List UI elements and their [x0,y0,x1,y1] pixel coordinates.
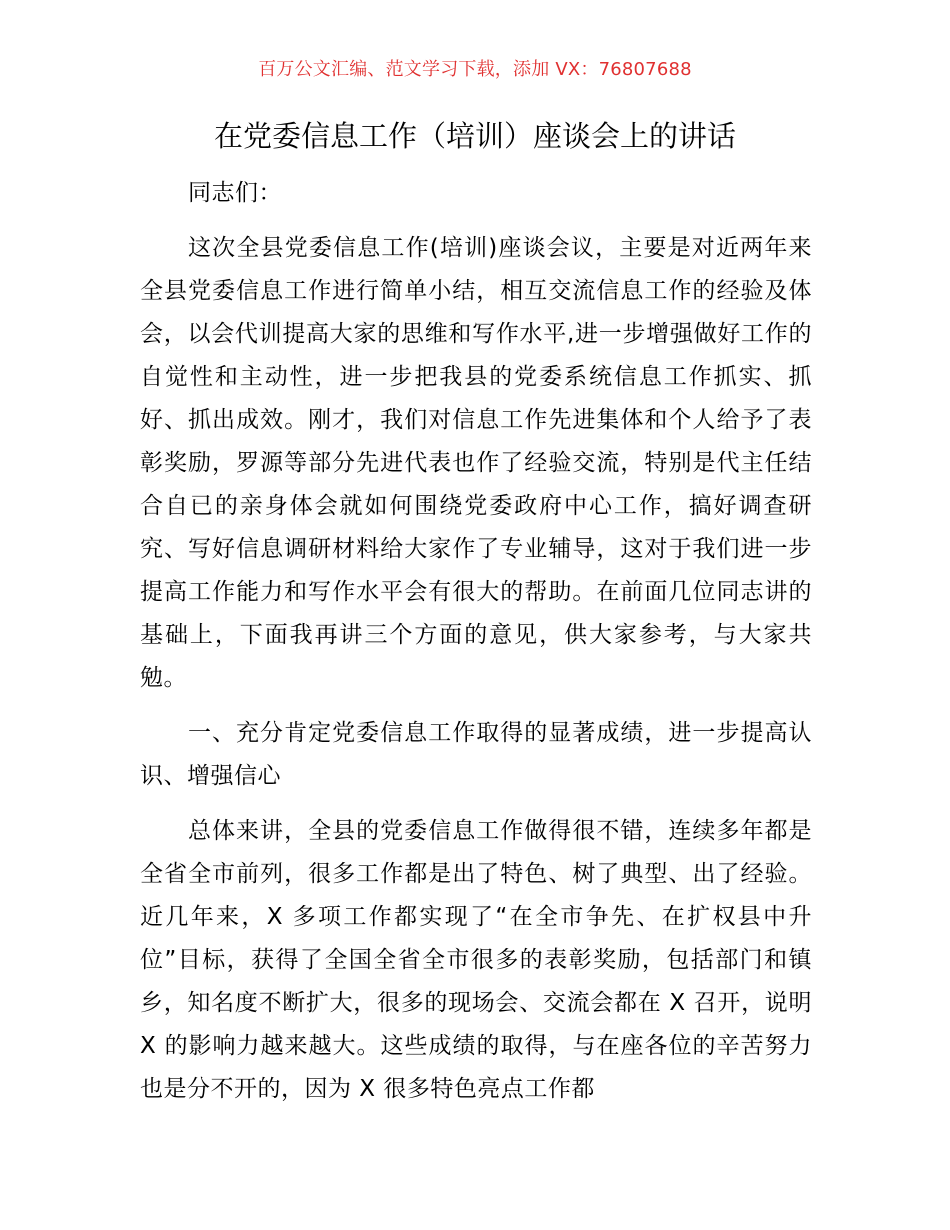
salutation: 同志们： [188,180,282,206]
document-title: 在党委信息工作（培训）座谈会上的讲话 [213,119,736,153]
section-heading-1: 一、充分肯定党委信息工作取得的显著成绩，进一步提高认识、增强信心 [140,720,812,789]
document-body [140,172,812,1123]
paragraph-section-1: 总体来讲，全县的党委信息工作做得很不错，连续多年都是全省全市前列，很多工作都是出了特色、树了典型、出了经验。近几年来，X 多项工作都实现了“在全市争先、在扩权县中升位”目标，获得了全国全省全市很多的表彰奖励，包括部门和镇乡，知名度不断扩大，很多的现场会、交流会都在 X 召开，说明 X 的影响力越来越大。这些成绩的取得，与在座各位的辛苦努力也是分不开的，因为 X 很多特色亮点工作都 [140,818,812,1102]
paragraph-intro: 这次全县党委信息工作(培训)座谈会议，主要是对近两年来全县党委信息工作进行简单小结，相互交流信息工作的经验及体会，以会代训提高大家的思维和写作水平,进一步增强做好工作的自觉性和主动性，进一步把我县的党委系统信息工作抓实、抓好、抓出成效。刚才，我们对信息工作先进集体和个人给予了表彰奖励，罗源等部分先进代表也作了经验交流，特别是代主任结合自已的亲身体会就如何围绕党委政府中心工作，搞好调查研究、写好信息调研材料给大家作了专业辅导，这对于我们进一步提高工作能力和写作水平会有很大的帮助。在前面几位同志讲的基础上，下面我再讲三个方面的意见，供大家参考，与大家共勉。 [140,235,812,691]
watermark-banner: 百万公文汇编、范文学习下载，添加 VX：76807688 [258,59,692,80]
